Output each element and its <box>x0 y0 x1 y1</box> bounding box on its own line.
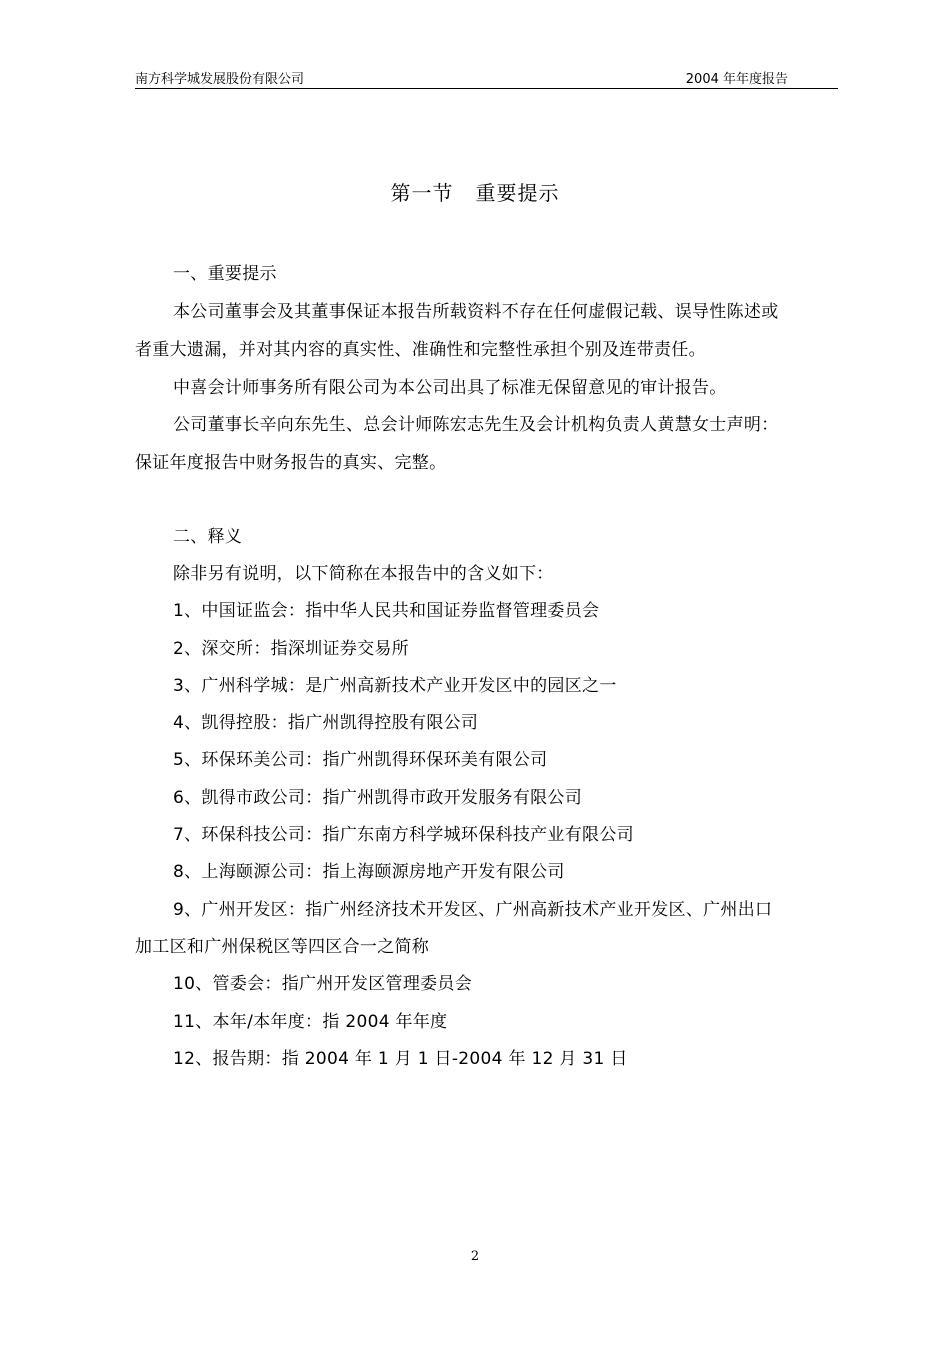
paragraph-line: 本公司董事会及其董事保证本报告所载资料不存在任何虚假记载、误导性陈述或 <box>173 302 779 322</box>
header-report-title: 2004 年年度报告 <box>685 72 788 87</box>
definition-item-continuation: 加工区和广州保税区等四区合一之简称 <box>135 937 430 957</box>
definition-item: 10、管委会：指广州开发区管理委员会 <box>173 974 473 994</box>
paragraph-line: 公司董事长辛向东先生、总会计师陈宏志先生及会计机构负责人黄慧女士声明： <box>173 415 779 435</box>
definition-item: 11、本年/本年度：指 2004 年年度 <box>173 1012 448 1032</box>
header-company: 南方科学城发展股份有限公司 <box>135 72 305 87</box>
definition-item: 7、环保科技公司：指广东南方科学城环保科技产业有限公司 <box>173 825 634 845</box>
heading-important-notice: 一、重要提示 <box>173 264 277 284</box>
definition-item: 6、凯得市政公司：指广州凯得市政开发服务有限公司 <box>173 788 583 808</box>
paragraph-line: 保证年度报告中财务报告的真实、完整。 <box>135 453 447 473</box>
definition-item: 2、深交所：指深圳证券交易所 <box>173 639 410 659</box>
definition-item: 1、中国证监会：指中华人民共和国证券监督管理委员会 <box>173 601 600 621</box>
definition-item: 3、广州科学城：是广州高新技术产业开发区中的园区之一 <box>173 676 617 696</box>
paragraph-line: 中喜会计师事务所有限公司为本公司出具了标准无保留意见的审计报告。 <box>173 378 727 398</box>
section-title <box>0 177 950 206</box>
heading-definitions: 二、释义 <box>173 527 243 547</box>
definitions-intro: 除非另有说明，以下简称在本报告中的含义如下： <box>173 564 554 584</box>
page-number: 2 <box>470 1249 480 1264</box>
section-number: 第一节 <box>390 181 454 205</box>
definition-item: 9、广州开发区：指广州经济技术开发区、广州高新技术产业开发区、广州出口 <box>173 900 773 920</box>
page-header <box>135 66 838 89</box>
paragraph-line: 者重大遗漏，并对其内容的真实性、准确性和完整性承担个别及连带责任。 <box>135 340 706 360</box>
definition-item: 4、凯得控股：指广州凯得控股有限公司 <box>173 713 479 733</box>
definition-item: 5、环保环美公司：指广州凯得环保环美有限公司 <box>173 750 548 770</box>
definition-item: 8、上海颐源公司：指上海颐源房地产开发有限公司 <box>173 862 565 882</box>
definition-item: 12、报告期：指 2004 年 1 月 1 日-2004 年 12 月 31 日 <box>173 1049 628 1069</box>
section-name: 重要提示 <box>475 181 560 205</box>
